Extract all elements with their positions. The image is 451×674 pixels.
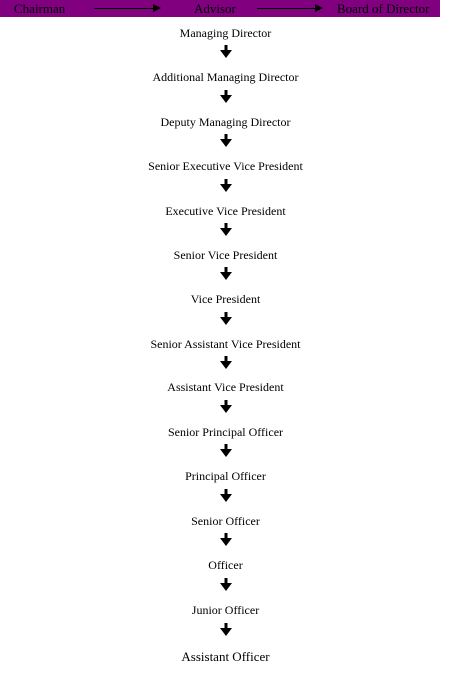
position-label: Senior Assistant Vice President	[150, 337, 301, 351]
position-label: Senior Executive Vice President	[148, 159, 303, 173]
position-label: Managing Director	[179, 26, 272, 40]
position-label: Officer	[208, 558, 243, 572]
position-label: Assistant Officer	[181, 649, 270, 664]
position-label: Senior Officer	[191, 514, 260, 528]
down-arrow-icon	[220, 489, 232, 502]
down-arrow-icon	[220, 533, 232, 546]
position-label: Senior Vice President	[173, 248, 278, 262]
down-arrow-icon	[220, 267, 232, 280]
down-arrow-icon	[220, 223, 232, 236]
down-arrow-icon	[220, 45, 232, 58]
advisor-label: Advisor	[194, 1, 236, 16]
down-arrow-icon	[220, 356, 232, 369]
position-label: Assistant Vice President	[167, 380, 284, 394]
board-of-director-label: Board of Director	[337, 1, 430, 16]
down-arrow-icon	[220, 400, 232, 413]
position-label: Additional Managing Director	[152, 70, 299, 84]
down-arrow-icon	[220, 578, 232, 591]
position-label: Principal Officer	[185, 469, 266, 483]
down-arrow-icon	[220, 134, 232, 147]
position-label: Deputy Managing Director	[160, 115, 291, 129]
position-label: Vice President	[190, 292, 261, 306]
position-label: Junior Officer	[191, 603, 260, 617]
position-label: Senior Principal Officer	[167, 425, 284, 439]
chairman-label: Chairman	[14, 1, 66, 16]
position-label: Executive Vice President	[165, 204, 286, 218]
down-arrow-icon	[220, 90, 232, 103]
down-arrow-icon	[220, 444, 232, 457]
down-arrow-icon	[220, 312, 232, 325]
down-arrow-icon	[220, 179, 232, 192]
down-arrow-icon	[220, 623, 232, 636]
